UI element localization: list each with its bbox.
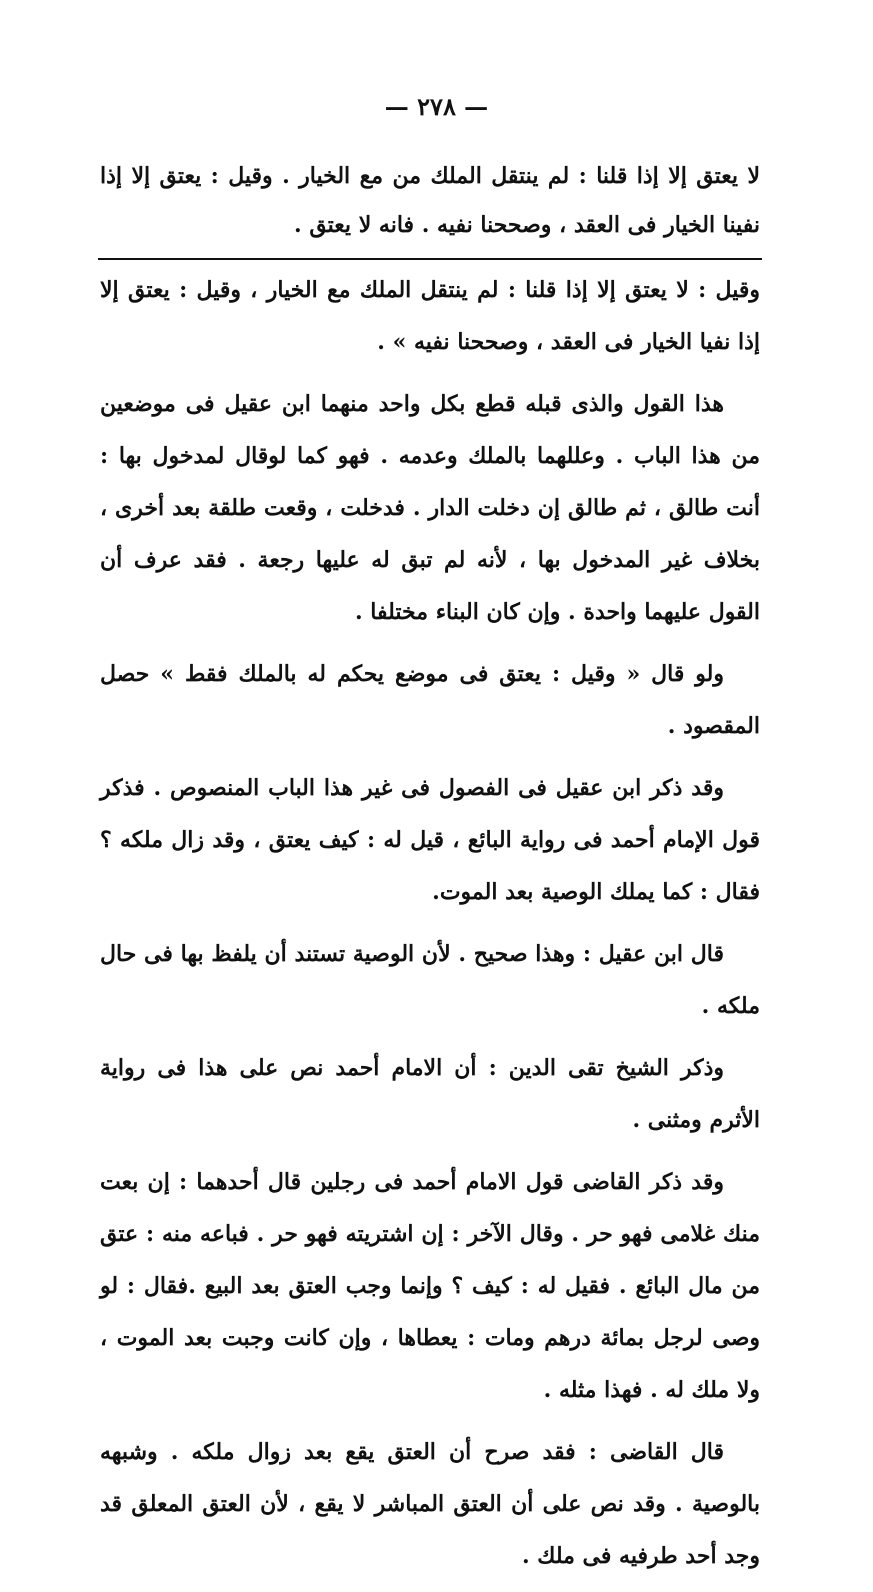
page-number: — ٢٧٨ — xyxy=(384,92,489,121)
paragraph: قال القاضى : فقد صرح أن العتق يقع بعد زوال ملكه . وشبهه بالوصية . وقد نص على أن العتق المباشر لا يقع ، لأن العتق المعلق قد وجد أحد طرفيه فى ملك . xyxy=(100,1439,760,1569)
paragraph: وقيل : لا يعتق إلا إذا قلنا : لم ينتقل الملك مع الخيار ، وقيل : يعتق إلا إذا نفيا الخيار فى العقد ، وصححنا نفيه » . xyxy=(100,277,760,355)
paragraph: هذا القول والذى قبله قطع بكل واحد منهما ابن عقيل فى موضعين من هذا الباب . وعللهما بالملك وعدمه . فهو كما لوقال لمدخول بها : أنت طالق ، ثم طالق إن دخلت الدار . فدخلت ، وقعت طلقة بعد أخرى ، بخلاف غير المدخول بها ، لأنه لم تبق له عليها رجعة . فقد عرف أن القول عليهما واحدة . وإن كان البناء مختلفا . xyxy=(100,391,760,625)
paragraph: قال ابن عقيل : وهذا صحيح . لأن الوصية تستند أن يلفظ بها فى حال ملكه . xyxy=(100,941,760,1019)
paragraph: ولو قال « وقيل : يعتق فى موضع يحكم له بالملك فقط » حصل المقصود . xyxy=(100,661,760,739)
footnote-divider xyxy=(98,258,762,260)
paragraph: وذكر الشيخ تقى الدين : أن الامام أحمد نص على هذا فى رواية الأثرم ومثنى . xyxy=(100,1055,760,1133)
main-text xyxy=(100,264,760,1592)
paragraph: وقد ذكر القاضى قول الامام أحمد فى رجلين قال أحدهما : إن بعت منك غلامى فهو حر . وقال الآخر : إن اشتريته فهو حر . فباعه منه : عتق من مال البائع . فقيل له : كيف ؟ وإنما وجب العتق بعد البيع .فقال : لو وصى لرجل بمائة درهم ومات : يعطاها ، وإن كانت وجبت بعد الموت ، ولا ملك له . فهذا مثله . xyxy=(100,1169,760,1403)
paragraph: وقد ذكر ابن عقيل فى الفصول فى غير هذا الباب المنصوص . فذكر قول الإمام أحمد فى رواية البائع ، قيل له : كيف يعتق ، وقد زال ملكه ؟ فقال : كما يملك الوصية بعد الموت. xyxy=(100,775,760,905)
footnote-continuation: لا يعتق إلا إذا قلنا : لم ينتقل الملك من مع الخيار . وقيل : يعتق إلا إذا نفينا الخيار فى العقد ، وصححنا نفيه . فانه لا يعتق . xyxy=(100,163,760,238)
